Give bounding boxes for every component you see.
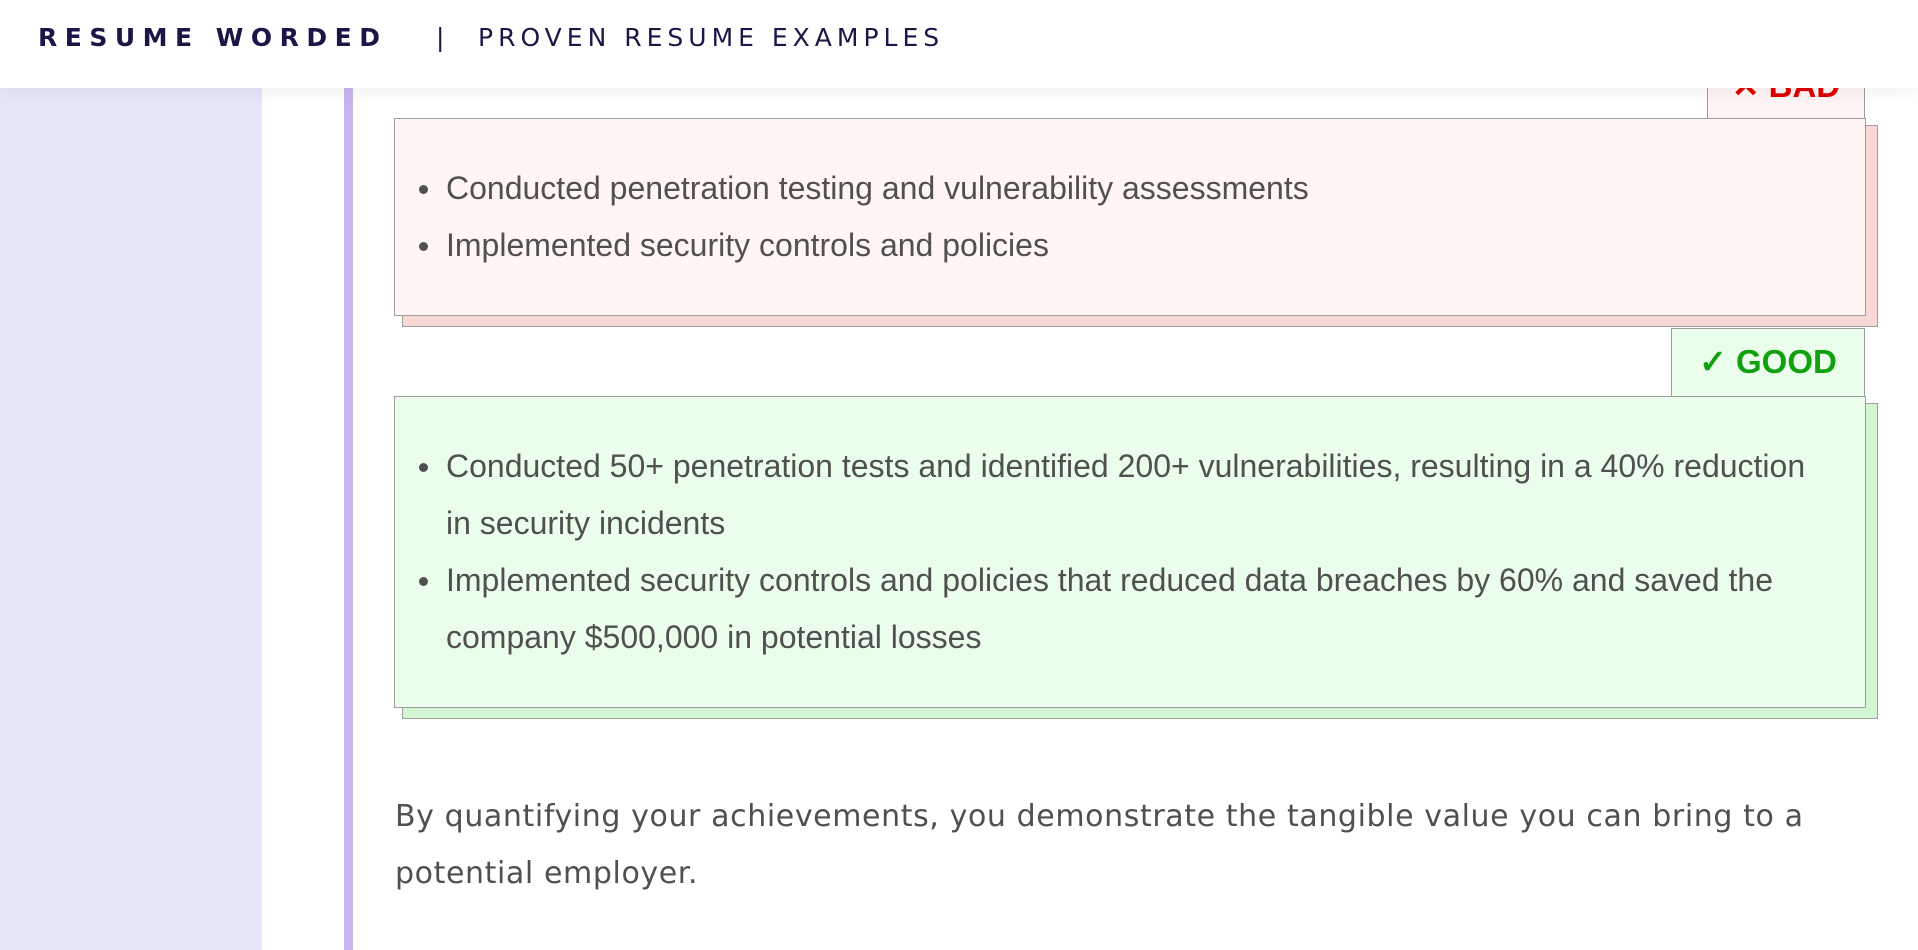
header-tagline-link[interactable]: PROVEN RESUME EXAMPLES	[478, 23, 945, 52]
bad-example-list	[394, 160, 1834, 274]
good-bullet: Implemented security controls and policies that reduced data breaches by 60% and saved the company $500,000 in potential losses	[394, 552, 1814, 666]
good-example-tag: ✓ GOOD	[1671, 328, 1865, 397]
header-separator: |	[436, 23, 445, 52]
site-header	[0, 0, 1918, 88]
good-bullet: Conducted 50+ penetration tests and identified 200+ vulnerabilities, resulting in a 40% reduction in security incidents	[394, 438, 1814, 552]
left-sidebar	[0, 0, 262, 950]
brand-logo-link[interactable]: RESUME WORDED	[38, 23, 388, 52]
bad-bullet: Implemented security controls and policies	[394, 217, 1834, 274]
content-accent-rule	[344, 0, 353, 950]
good-example-list	[394, 438, 1814, 666]
bad-bullet: Conducted penetration testing and vulnerability assessments	[394, 160, 1834, 217]
summary-paragraph: By quantifying your achievements, you demonstrate the tangible value you can bring to a potential employer.	[395, 799, 1804, 891]
